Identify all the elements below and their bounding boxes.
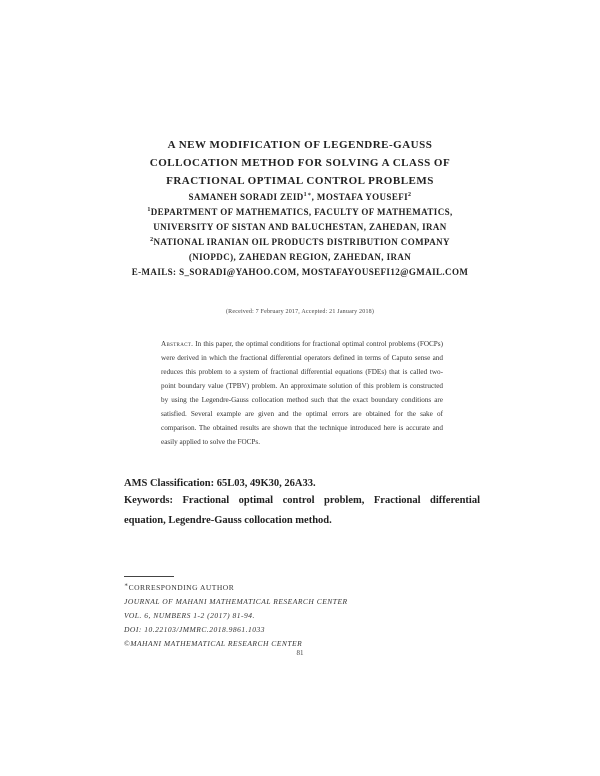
title-line: A NEW MODIFICATION OF LEGENDRE-GAUSS — [167, 139, 433, 151]
keywords-label: Keywords: — [124, 495, 173, 506]
paper-title — [0, 136, 600, 190]
affiliation-1 — [0, 205, 600, 220]
footnote-divider — [124, 576, 174, 577]
affiliation-line: (NIOPDC), ZAHEDAN REGION, ZAHEDAN, IRAN — [188, 252, 412, 262]
ams-label: AMS Classification: — [124, 478, 215, 489]
doi: DOI: 10.22103/JMMRC.2018.9861.1033 — [124, 625, 265, 634]
author-emails: E-MAILS: S_SORADI@YAHOO.COM, MOSTAFAYOUSEFI12@GMAIL.COM — [131, 267, 469, 277]
author-block — [0, 190, 600, 280]
affiliation-line: UNIVERSITY OF SISTAN AND BALUCHESTAN, ZAHEDAN, IRAN — [153, 222, 447, 232]
title-line: COLLOCATION METHOD FOR SOLVING A CLASS OF — [149, 157, 451, 169]
abstract-label: Abstract. — [161, 340, 194, 348]
author-name: SAMANEH SORADI ZEID — [188, 192, 304, 202]
footnotes — [124, 581, 484, 651]
footnote-text: CORRESPONDING AUTHOR — [128, 583, 235, 592]
author-sup: 1∗ — [303, 192, 312, 198]
footnote-sup: ∗ — [124, 582, 129, 589]
corresponding-author-note — [124, 581, 484, 595]
author-sup: 2 — [408, 192, 412, 198]
affiliation-2 — [0, 235, 600, 250]
author-names — [0, 190, 600, 205]
ams-value: 65L03, 49K30, 26A33. — [216, 478, 316, 489]
journal-volume: VOL. 6, NUMBERS 1-2 (2017) 81-94. — [124, 611, 255, 620]
keywords-value: Fractional optimal control problem, Fractional differential equation, Legendre-Gauss collocation method. — [124, 495, 480, 526]
received-dates: (Received: 7 February 2017, Accepted: 21 January 2018) — [225, 309, 375, 315]
affiliation-line: DEPARTMENT OF MATHEMATICS, FACULTY OF MATHEMATICS, — [150, 207, 453, 217]
author-name-separator: , MOSTAFA YOUSEFI — [311, 192, 409, 202]
affiliation-sup: 1 — [147, 207, 151, 213]
journal-name: JOURNAL OF MAHANI MATHEMATICAL RESEARCH CENTER — [124, 597, 348, 606]
copyright: ©MAHANI MATHEMATICAL RESEARCH CENTER — [124, 639, 303, 648]
affiliation-sup: 2 — [150, 237, 154, 243]
affiliation-line: NATIONAL IRANIAN OIL PRODUCTS DISTRIBUTION COMPANY — [153, 237, 450, 247]
ams-classification — [124, 476, 484, 492]
title-line: FRACTIONAL OPTIMAL CONTROL PROBLEMS — [166, 175, 434, 187]
abstract-text: In this paper, the optimal conditions for fractional optimal control problems (FOCPs) were derived in which the fractional differential operators defined in terms of Caputo sense and reduces this problem to a system of fractional differential equations (FDEs) that is called two-point boundary value (TPBV) problem. An approximate solution of this problem is constructed by using the Legendre-Gauss collocation method such that the exact boundary conditions are satisfied. Several example are given and the optimal errors are obtained for the sake of comparison. The obtained results are shown that the technique introduced here is accurate and easily applied to solve the FOCPs. — [161, 340, 444, 446]
page-number: 81 — [296, 649, 304, 657]
abstract — [161, 337, 443, 449]
keywords — [124, 491, 480, 531]
